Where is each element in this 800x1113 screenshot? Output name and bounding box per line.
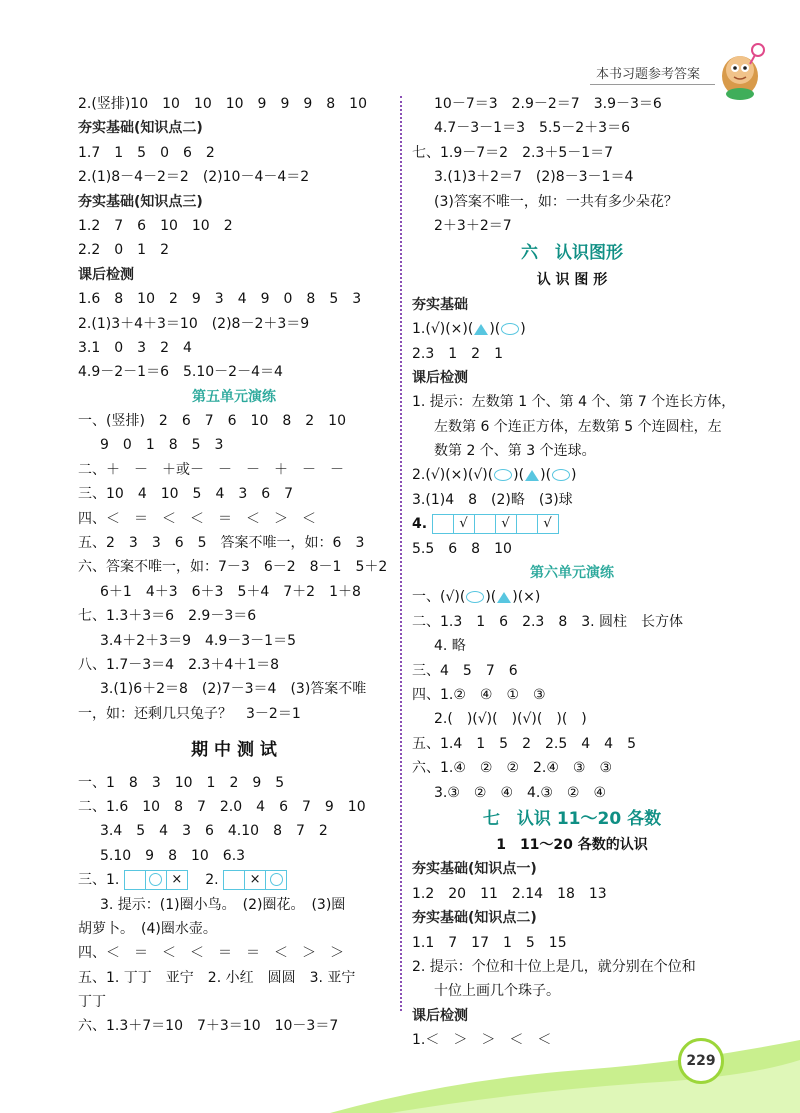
answer-line: 5.10 9 8 10 6.3 [100, 847, 246, 864]
answer-line: 六、答案不唯一，如：7－3 6－2 8－1 5＋2 [78, 559, 388, 576]
circle-box [265, 870, 287, 890]
answer-line: 3.(1)4 8 (2)略 (3)球 [412, 491, 573, 508]
spacer [78, 763, 390, 771]
answer-line: 1.1 7 17 1 5 15 [412, 934, 567, 951]
cross-box: × [166, 870, 188, 890]
check-box: √ [453, 514, 475, 534]
answer-line: 2. 提示：个位和十位上是几，就分别在个位和 [412, 958, 696, 975]
lesson-title: 认 识 图 形 [536, 272, 608, 289]
answer-line: 3.③ ② ④ 4.③ ② ④ [434, 784, 607, 801]
chapter-title: 六 认识图形 [521, 243, 623, 264]
section-heading: 课后检测 [78, 266, 134, 283]
footer-wave [330, 1040, 800, 1113]
answer-line: 二、1.3 1 6 2.3 8 3. 圆柱 长方体 [412, 613, 684, 630]
answer-line: 三、10 4 10 5 4 3 6 7 [78, 486, 294, 503]
circle-icon [270, 873, 283, 886]
empty-box [474, 514, 496, 534]
answer-line: 3.4＋2＋3＝9 4.9－3－1＝5 [100, 632, 296, 649]
answer-line: 二、1.6 10 8 7 2.0 4 6 7 9 10 [78, 798, 366, 815]
left-column [78, 92, 390, 1039]
column-divider [400, 96, 402, 1011]
triangle-icon [525, 470, 539, 481]
empty-box [432, 514, 454, 534]
answer-line: 数第 2 个、第 3 个连球。 [434, 443, 596, 460]
answer-text: )( [489, 321, 501, 338]
answer-line: 6＋1 4＋3 6＋3 5＋4 7＋2 1＋8 [100, 583, 361, 600]
answer-text: )(×) [512, 589, 541, 606]
check-box: √ [537, 514, 559, 534]
answer-line: 5.5 6 8 10 [412, 540, 512, 557]
spacer [78, 726, 390, 738]
answer-line: 五、2 3 3 6 5 答案不唯一，如：6 3 [78, 535, 365, 552]
answer-line: 丁丁 [78, 994, 106, 1011]
answer-line: 四、＜ ＝ ＜ ＜ ＝ ＝ ＜ ＞ ＞ [78, 945, 344, 962]
answer-line: 10－7＝3 2.9－2＝7 3.9－3＝6 [434, 96, 662, 112]
answer-line: 4.9－2－1＝6 5.10－2－4＝4 [78, 364, 283, 381]
answer-boxes [432, 512, 558, 536]
oval-icon [501, 323, 519, 335]
section-heading: 夯实基础(知识点一) [412, 861, 537, 878]
answer-line [412, 585, 732, 609]
answer-line: 2.( )(√)( )(√)( )( ) [434, 711, 587, 728]
page-number: 229 [678, 1038, 724, 1084]
answer-line [412, 463, 732, 487]
section-heading: 夯实基础(知识点二) [412, 910, 537, 927]
answer-text: 1.(√)(×)( [412, 321, 474, 338]
answer-line: 3.1 0 3 2 4 [78, 339, 192, 356]
right-column [412, 92, 736, 1052]
answer-line [78, 868, 390, 892]
answer-line: 六、1.④ ② ② 2.④ ③ ③ [412, 760, 613, 777]
answer-line: 胡萝卜。 (4)圈水壶。 [78, 920, 217, 937]
chapter-title: 七 认识 11～20 各数 [482, 808, 662, 829]
midterm-title: 期 中 测 试 [191, 740, 277, 761]
answer-line: 二、＋ － ＋或－ － － ＋ － － [78, 461, 344, 478]
answer-line: 七、1.3＋3＝6 2.9－3＝6 [78, 608, 257, 625]
answer-line: 2.2 0 1 2 [78, 242, 169, 259]
check-box: √ [495, 514, 517, 534]
oval-icon [552, 469, 570, 481]
oval-icon [466, 591, 484, 603]
empty-box [124, 870, 146, 890]
answer-line: 五、1.4 1 5 2 2.5 4 4 5 [412, 735, 636, 752]
answer-label: 三、1. [78, 872, 120, 889]
section-heading: 课后检测 [412, 369, 468, 386]
answer-line: 9 0 1 8 5 3 [100, 437, 224, 454]
answer-text: 2.(√)(×)(√)( [412, 467, 494, 484]
section-heading: 夯实基础 [412, 296, 468, 313]
answer-line: 四、1.② ④ ① ③ [412, 686, 546, 703]
answer-line: 四、＜ ＝ ＜ ＜ ＝ ＜ ＞ ＜ [78, 510, 316, 527]
empty-box [223, 870, 245, 890]
answer-line: 一、(竖排) 2 6 7 6 10 8 2 10 [78, 413, 346, 430]
answer-line [412, 317, 732, 341]
answer-label: 4. [412, 516, 428, 533]
answer-line: 一、1 8 3 10 1 2 9 5 [78, 774, 285, 791]
answer-line: 1.＜ ＞ ＞ ＜ ＜ [412, 1032, 552, 1049]
answer-line: 五、1. 丁丁 亚宁 2. 小红 圆圆 3. 亚宁 [78, 969, 356, 986]
header-rule [590, 84, 715, 85]
lesson-title: 1 11～20 各数的认识 [496, 836, 648, 853]
section-heading: 课后检测 [412, 1007, 468, 1024]
unit-title: 第五单元演练 [192, 388, 276, 405]
circle-box [145, 870, 167, 890]
answer-line: 2.(1)3＋4＋3＝10 (2)8－2＋3＝9 [78, 315, 310, 332]
answer-line: 4.7－3－1＝3 5.5－2＋3＝6 [434, 120, 630, 137]
circle-icon [149, 873, 162, 886]
answer-line: 1.2 20 11 2.14 18 13 [412, 885, 607, 902]
answer-line: 1.6 8 10 2 9 3 4 9 0 8 5 3 [78, 291, 362, 308]
answer-line: 六、1.3＋7＝10 7＋3＝10 10－3＝7 [78, 1018, 339, 1035]
answer-text: ) [571, 467, 577, 484]
unit-title: 第六单元演练 [530, 565, 614, 582]
oval-icon [494, 469, 512, 481]
section-heading: 夯实基础(知识点三) [78, 193, 203, 210]
answer-line: 八、1.7－3＝4 2.3＋4＋1＝8 [78, 656, 280, 673]
answer-line: 一，如：还剩几只兔子？ 3－2＝1 [78, 705, 301, 722]
answer-line: 左数第 6 个连正方体，左数第 5 个连圆柱，左 [434, 418, 722, 435]
section-heading: 夯实基础(知识点二) [78, 120, 203, 137]
answer-line: 3.(1)6＋2＝8 (2)7－3＝4 (3)答案不唯 [100, 681, 367, 698]
answer-label: 2. [205, 872, 219, 889]
answer-line: 2＋3＋2＝7 [434, 217, 512, 234]
answer-line: 2.(竖排)10 10 10 10 9 9 9 8 10 [78, 96, 367, 112]
answer-line: (3)答案不唯一，如：一共有多少朵花？ [434, 193, 678, 210]
answer-line: 3.(1)3＋2＝7 (2)8－3－1＝4 [434, 169, 634, 186]
answer-line: 4. 略 [434, 638, 466, 655]
answer-line: 2.3 1 2 1 [412, 345, 503, 362]
answer-line: 十位上画几个珠子。 [434, 983, 560, 1000]
answer-boxes [223, 868, 286, 892]
answer-text: )( [513, 467, 525, 484]
triangle-icon [497, 592, 511, 603]
answer-line: 1.2 7 6 10 10 2 [78, 217, 233, 234]
answer-text: ) [520, 321, 526, 338]
answer-line: 1. 提示：左数第 1 个、第 4 个、第 7 个连长方体， [412, 394, 736, 411]
answer-line: 三、4 5 7 6 [412, 662, 518, 679]
answer-line [412, 512, 732, 536]
answer-line: 2.(1)8－4－2＝2 (2)10－4－4＝2 [78, 169, 310, 186]
triangle-icon [474, 324, 488, 335]
answer-text: )( [540, 467, 552, 484]
answer-line: 3. 提示：(1)圈小鸟。 (2)圈花。 (3)圈 [100, 896, 346, 913]
cross-box: × [244, 870, 266, 890]
answer-boxes [124, 868, 187, 892]
answer-text: 一、(√)( [412, 589, 466, 606]
answer-line: 3.4 5 4 3 6 4.10 8 7 2 [100, 823, 328, 840]
answer-line: 1.7 1 5 0 6 2 [78, 144, 215, 161]
answer-line: 七、1.9－7＝2 2.3＋5－1＝7 [412, 144, 614, 161]
header-title: 本书习题参考答案 [596, 67, 701, 82]
answer-text: )( [485, 589, 497, 606]
empty-box [516, 514, 538, 534]
